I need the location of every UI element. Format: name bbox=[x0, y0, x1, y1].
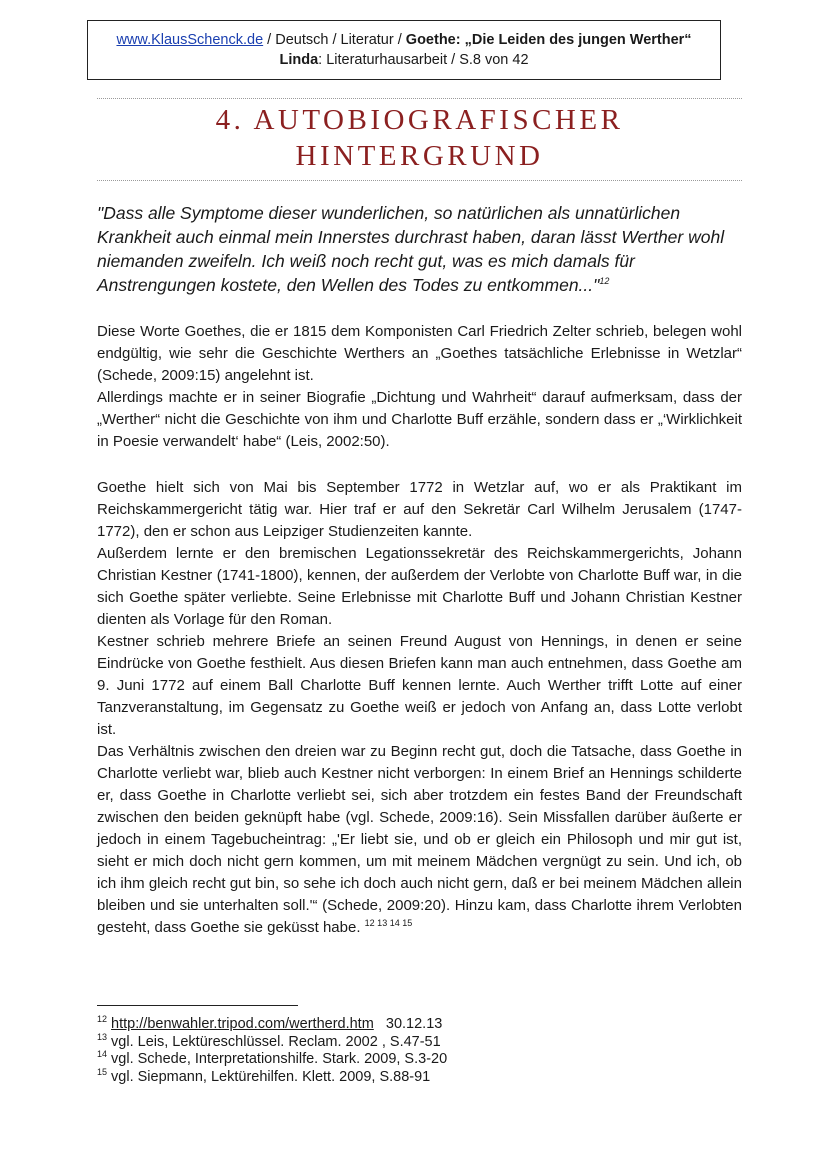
footnote-text: vgl. Schede, Interpretationshilfe. Stark. 2009, S.3-20 bbox=[107, 1051, 448, 1067]
footnote-number: 15 bbox=[97, 1066, 108, 1077]
paragraph: Diese Worte Goethes, die er 1815 dem Komponisten Carl Friedrich Zelter schrieb, belegen wohl endgültig, wie sehr die Geschichte Werthers an „Goethes tatsächliche Erlebnisse in Wetzlar“ (Schede, 2009:15) angelehnt ist. bbox=[97, 323, 742, 384]
quote-footnote-ref: 12 bbox=[599, 276, 610, 287]
footnote-text: 30.12.13 bbox=[373, 1016, 443, 1032]
chapter-title-line-1: 4. AUTOBIOGRAFISCHER bbox=[215, 104, 624, 136]
footnote-item bbox=[97, 1051, 742, 1069]
footnote-item bbox=[97, 1016, 742, 1034]
paragraph: Allerdings machte er in seiner Biografie „Dichtung und Wahrheit“ darauf aufmerksam, dass der „Werther“ nicht die Geschichte von ihm und Charlotte Buff erzähle, sondern dass er „‘Wirklichkeit in Poesie verwandelt‘ habe“ (Leis, 2002:50). bbox=[97, 389, 742, 450]
page-header bbox=[87, 20, 721, 80]
footnotes bbox=[97, 1016, 742, 1086]
section-1 bbox=[97, 321, 742, 453]
header-line-1 bbox=[88, 30, 720, 50]
divider-bottom bbox=[97, 180, 742, 181]
footnote-item bbox=[97, 1031, 742, 1052]
footnote-number: 14 bbox=[97, 1049, 108, 1060]
paragraph-text: Das Verhältnis zwischen den dreien war zu Beginn recht gut, doch die Tatsache, dass Goethe in Charlotte verliebt war, blieb auch Kestner nicht verborgen: In einem Brief an Hennings schilderte er, dass Goethe in Charlotte verliebt sei, sich aber trotzdem ein festes Band der Freundschaft zwischen den beiden geknüpft habe (vgl. Schede, 2009:16). Sein Missfallen darüber äußerte er jedoch in einem Tagebucheintrag: „'Er liebt sie, und ob er gleich ein Philosoph und mir gut ist, sieht er mich doch nicht gern kommen, um mit meinem Mädchen vergnügt zu sein. Und ich, ob ich ihm gleich recht gut bin, so sehe ich doch auch nicht gern, daß er bei meinem Mädchen allein bleiben und sie unterhalten soll.'“ (Schede, 2009:20). Hinzu kam, dass Charlotte ihrem Verlobten gesteht, dass Goethe sie geküsst habe. bbox=[97, 743, 742, 936]
footnote-text: vgl. Leis, Lektüreschlüssel. Reclam. 2002 , S.47-51 bbox=[107, 1033, 441, 1050]
footnote-refs: 12 13 14 15 bbox=[364, 918, 413, 928]
paragraph bbox=[97, 741, 742, 939]
header-work-title: Goethe: „Die Leiden des jungen Werther“ bbox=[405, 32, 692, 48]
footnote-number: 13 bbox=[97, 1031, 108, 1042]
section-2 bbox=[97, 477, 742, 939]
footnote-link[interactable]: http://benwahler.tripod.com/wertherd.htm bbox=[111, 1016, 374, 1032]
header-author: Linda bbox=[279, 52, 319, 68]
header-crumbs: / Deutsch / Literatur / bbox=[263, 32, 406, 48]
site-link[interactable]: www.KlausSchenck.de bbox=[116, 32, 264, 48]
chapter-title-line-2: HINTERGRUND bbox=[295, 140, 544, 172]
header-line-2 bbox=[88, 50, 720, 70]
paragraph: Außerdem lernte er den bremischen Legationssekretär des Reichskammergerichts, Johann Christian Kestner (1741-1800), kennen, der außerdem der Verlobte von Charlotte Buff war, in die sich Goethe später verliebte. Seine Erlebnisse mit Charlotte Buff und Johann Christian Kestner dienten als Vorlage für den Roman. bbox=[97, 545, 742, 628]
divider-top bbox=[97, 98, 742, 99]
footnote-text: vgl. Siepmann, Lektürehilfen. Klett. 2009, S.88-91 bbox=[107, 1068, 431, 1085]
quote-text: "Dass alle Symptome dieser wunderlichen, so natürlichen als unnatürlichen Krankheit auch einmal mein Innerstes durchrast haben, daran lässt Werther wohl niemanden zweifeln. Ich weiß noch recht gut, was es mich damals für Anstrengungen kostete, den Wellen des Todes zu entkommen..." bbox=[97, 203, 725, 295]
footnote-number: 12 bbox=[97, 1014, 108, 1025]
paragraph: Goethe hielt sich von Mai bis September 1772 in Wetzlar auf, wo er als Praktikant im Reichskammergericht tätig war. Hier traf er auf den Sekretär Carl Wilhelm Jerusalem (1747-1772), den er schon aus Leipziger Studienzeiten kannte. bbox=[97, 479, 742, 540]
footnote-item bbox=[97, 1066, 742, 1087]
footnote-separator bbox=[97, 1005, 298, 1006]
goethe-quote bbox=[97, 201, 757, 297]
chapter-title bbox=[97, 102, 742, 174]
header-subtitle: : Literaturhausarbeit / S.8 von 42 bbox=[318, 52, 529, 68]
paragraph: Kestner schrieb mehrere Briefe an seinen Freund August von Hennings, in denen er seine Eindrücke von Goethe festhielt. Aus diesen Briefen kann man auch entnehmen, dass Goethe am 9. Juni 1772 auf einem Ball Charlotte Buff kennen lernte. Auch Werther trifft Lotte auf einer Tanzveranstaltung, im Gegensatz zu Goethe weiß er jedoch von Anfang an, dass Lotte verlobt ist. bbox=[97, 633, 742, 738]
